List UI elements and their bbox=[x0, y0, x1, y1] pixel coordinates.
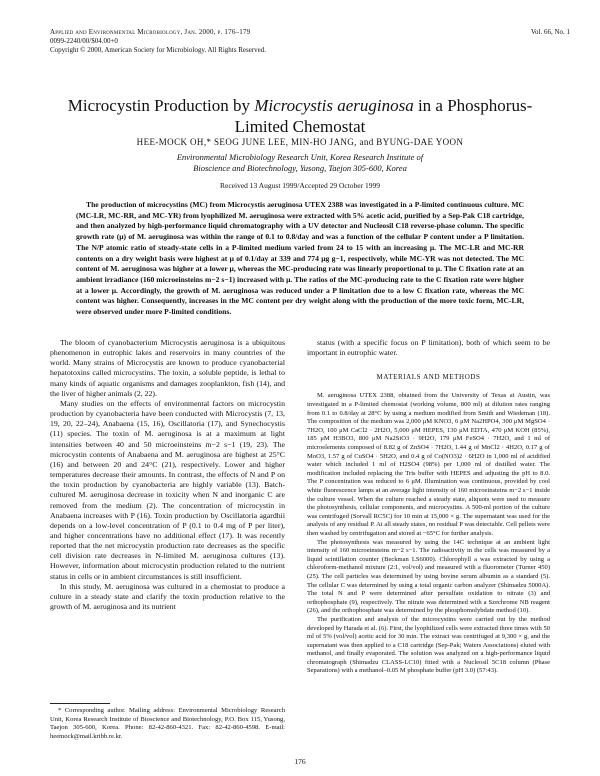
intro-paragraph-2: Many studies on the effects of environmental factors on microcystin production by cyanobacteria have been conducted with Microcystis (7, 13, 19, 20, 22–24), Anabaena (15, 16), Oscillatoria (17), and Synechocystis (11) species. The toxin of M. aeruginosa is at a maximum at light intensities between 40 and 50 microeinsteins m−2 s−1 (19, 23). The microcystin contents of Anabaena and M. aeruginosa are highest at 25°C (16) and between 20 and 24°C (21), respectively. Lower and higher temperatures decrease their amounts. In contrast, the effects of N and P on the toxin production by cyanobacteria are highly variable (13). Batch-cultured M. aeruginosa decrease in toxicity when N and inorganic C are removed from the medium (2). The concentration of microcystin in Anabaena increases with P (16). Toxin production by Oscillatoria agardhii depends on a low-level concentration of P (0.1 to 0.4 mg of P per liter), and higher concentrations have no additional effect (17). It was recently reported that the net microcystin production rate decreases as the specific cell division rate decreases in N-limited M. aeruginosa cultures (13). However, information about microcystin production related to the nutrient status in cells or in ambient circumstances is still insufficient. bbox=[50, 398, 285, 581]
author-list: HEE-MOCK OH,* SEOG JUNE LEE, MIN-HO JANG, and BYUNG-DAE YOON bbox=[136, 137, 464, 147]
abstract: The production of microcystins (MC) from Microcystis aeruginosa UTEX 2388 was investigated in a P-limited continuous culture. MC (MC-LR, MC-RR, and MC-YR) from lyophilized M. aeruginosa were extracted with 5% acetic acid, purified by a Sep-Pak C18 cartridge, and then analyzed by high-performance liquid chromatography with a UV detector and Nucleosil C18 reverse-phase column. The specific growth rate (μ) of M. aeruginosa was within the range of 0.1 to 0.8/day and was a function of the cellular P content under a P limitation. The N/P atomic ratio of steady-state cells in a P-limited medium varied from 24 to 15 with an increasing μ. The MC-LR and MC-RR contents on a dry weight basis were highest at μ of 0.1/day at 339 and 774 μg g−1, respectively, while MC-YR was not detected. The MC content of M. aeruginosa was higher at a lower μ, whereas the MC-producing rate was linearly proportional to μ. The C fixation rate at an ambient irradiance (160 microeinsteins m−2 s−1) increased with μ. The ratios of the MC-producing rate to the C fixation rate were higher at a lower μ. Accordingly, the growth of M. aeruginosa was reduced under a P limitation due to a low C fixation rate, whereas the MC content was higher. Consequently, increases in the MC content per dry weight along with the production of the more toxic form, MC-LR, were observed under more P-limited conditions. bbox=[76, 200, 524, 317]
methods-paragraph-1: M. aeruginosa UTEX 2388, obtained from the University of Texas at Austin, was investigated in a P-limited chemostat (working volume, 800 ml) at dilution rates ranging from 0.1 to 0.8/day at 28°C by using a medium modified from Smith and Wiedeman (18). The composition of the medium was 2,000 μM KNO3, 6 μM Na2HPO4, 300 μM MgSO4 · 7H2O, 100 μM CaCl2 · 2H2O, 5,000 μM HEPES, 130 μM EDTA, 470 μM KOH (85%), 185 μM H3BO3, 800 μM Na2SiO3 · 9H2O, 179 μM FeSO4 · 7H2O, and 1 ml of microelements composed of 8.82 g of ZnSO4 · 7H2O, 1.44 g of MnCl2 · 4H2O, 0.17 g of MoO3, 1.57 g of CuSO4 · 5H2O, and 0.4 g of Co(NO3)2 · 6H2O in 1,000 ml of acidified water which included 1 ml of H2SO4 (98%) per 1,000 ml of distilled water. The modification included replacing the Tris buffer with HEPES and adjusting the pH to 8.0. The P concentration was reduced to 6 μM. Illumination was continuous, provided by cool white fluorescence lamps at an average light intensity of 160 microeinsteins m−2 s−1 inside the culture vessel. When the culture reached a steady state, aliquots were used to measure the photosynthesis, cellular components, and microcystins. A 500-ml portion of the culture was centrifuged (Sorvall RC5C) for 10 min at 15,000 × g. The supernatant was used for the analysis of any residual P. At all steady states, no residual P was detectable. Cell pellets were then washed by centrifugation and stored at −65°C for further analysis. bbox=[307, 392, 550, 537]
journal-citation: Applied and Environmental Microbiology, Jan. 2000, p. 176–179 bbox=[50, 28, 251, 36]
copyright-line: Copyright © 2000, American Society for Microbiology. All Rights Reserved. bbox=[50, 46, 267, 54]
article-title bbox=[60, 95, 540, 137]
title-part2: in a Phosphorus-Limited Chemostat bbox=[234, 96, 533, 136]
title-italic: Microcystis aeruginosa bbox=[254, 96, 414, 115]
left-column bbox=[50, 338, 285, 612]
volume-label: Vol. 66, No. 1 bbox=[530, 28, 570, 36]
received-dates: Received 13 August 1999/Accepted 29 October 1999 bbox=[220, 181, 380, 190]
section-heading-methods: MATERIALS AND METHODS bbox=[376, 373, 481, 382]
corresponding-author-footnote: * Corresponding author. Mailing address: Environmental Microbiology Research Unit, Korea Research Institute of Bioscience and Biotechnology, P.O. Box 115, Yusong, Taejon 305-600, Korea. Phone: 82-42-860-4321. Fax: 82-42-860-4598. E-mail: heemock@mail.kribb.re.kr. bbox=[50, 707, 285, 740]
running-header bbox=[50, 28, 570, 55]
right-column bbox=[307, 338, 550, 676]
issn-line: 0099-2240/00/$04.00+0 bbox=[50, 37, 118, 45]
methods-paragraph-2: The photosynthesis was measured by using the 14C technique at an ambient light intensity of 160 microeinsteins m−2 s−1. The radioactivity in the cells was measured by a liquid scintillation counter (Beckman LS6000). Chlorophyll a was extracted by using a chloroform-methanol mixture (2:1, vol/vol) and measured with a fluorometer (Turner 450) (25). The cell particles was determined by using bovine serum albumin as a standard (5). The cellular C was determined by using a total organic carbon analyzer (Shimadzu 5000A). The total N and P were determined after persulfate oxidation to nitrate (3) and orthophosphate (9), respectively. The nitrate was determined with a Szechrome NB reagent (26), and the orthophosphate was determined by the phosphomolybdate method (10). bbox=[307, 538, 550, 615]
footnote-divider bbox=[50, 703, 110, 704]
affiliation-line2: Bioscience and Biotechnology, Yusong, Taejon 305-600, Korea bbox=[193, 163, 407, 173]
title-part1: Microcystin Production by bbox=[67, 96, 255, 115]
intro-paragraph-1: The bloom of cyanobacterium Microcystis aeruginosa is a ubiquitous phenomenon in eutrophic lakes and reservoirs in many countries of the world. Many strains of Microcystis are known to produce cyanobacterial hepatotoxins called microcystins. The toxin, a soluble peptide, is lethal to many kinds of aquatic organisms and damages zooplankton, fish (14), and the liver of higher animals (2, 22). bbox=[50, 338, 285, 398]
affiliation-line1: Environmental Microbiology Research Unit, Korea Research Institute of bbox=[176, 152, 424, 162]
page-number: 176 bbox=[294, 757, 306, 766]
affiliation bbox=[90, 152, 510, 174]
intro-paragraph-continued: status (with a specific focus on P limitation), both of which seem to be important in eutrophic water. bbox=[307, 338, 550, 358]
methods-paragraph-3: The purification and analysis of the microcystins were carried out by the method developed by Harada et al. (6). First, the lyophilized cells were extracted three times with 50 ml of 5% (vol/vol) acetic acid for 30 min. The extract was centrifuged at 9,300 × g, and the supernatant was then applied to a C18 cartridge (Sep-Pak; Waters Associations) eluted with methanol, and finally evaporated. The solution was analyzed on a high-performance liquid chromatograph (Shimadzu CLASS-LC10) fitted with a Nucleosil 5C18 column (Phase Separations) with a methanol–0.05 M phosphate buffer (pH 3.0) (57:43). bbox=[307, 615, 550, 675]
intro-paragraph-3: In this study, M. aeruginosa was cultured in a chemostat to produce a culture in a steady state and clarify the toxin production relative to the growth of M. aeruginosa and its nutrient bbox=[50, 581, 285, 612]
